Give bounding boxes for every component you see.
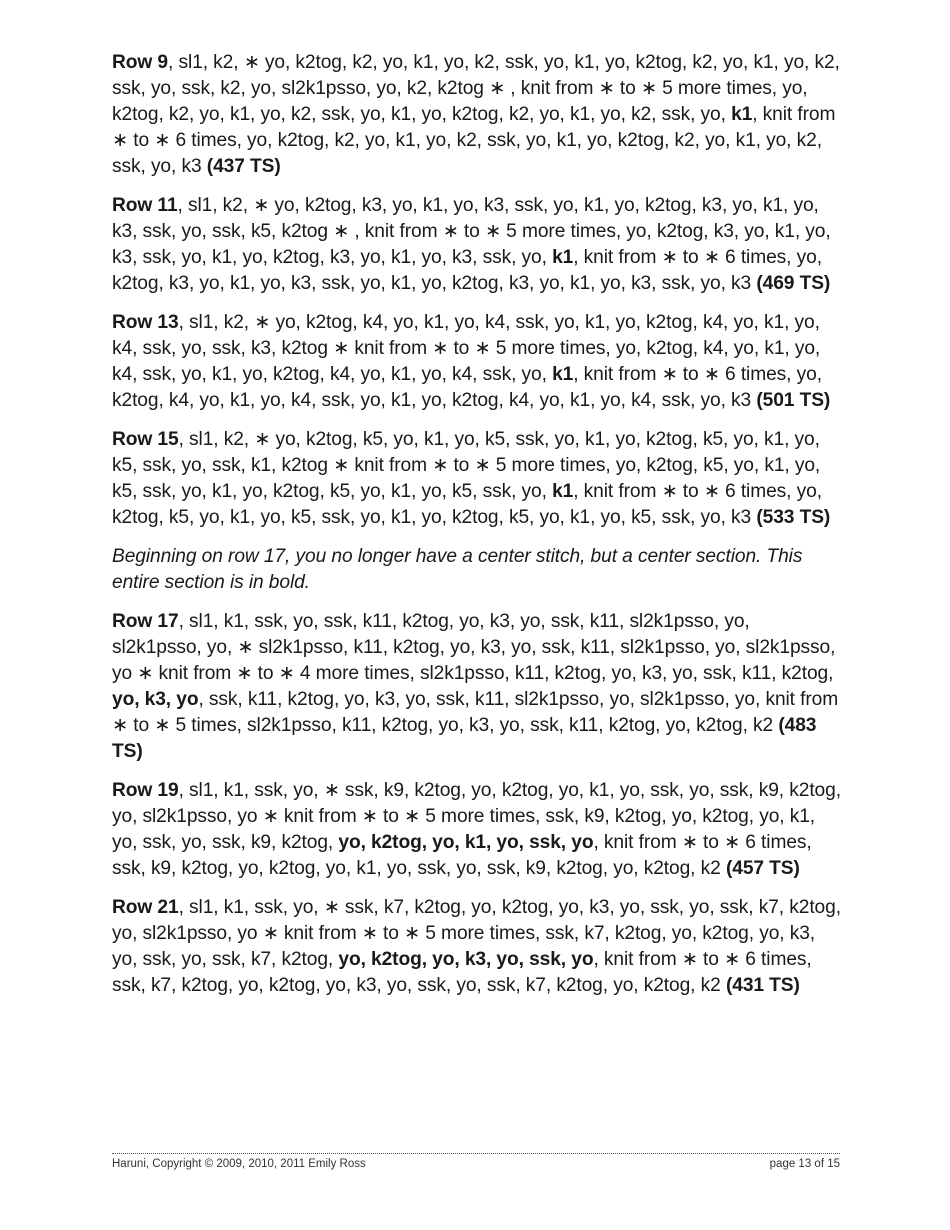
center-section-note: Beginning on row 17, you no longer have a center stitch, but a center section. This entire section is in bold. <box>112 546 803 593</box>
page-footer <box>112 1153 840 1170</box>
bold-text: Row 21 <box>112 897 179 918</box>
instruction-text: , knit from ∗ to ∗ 6 times, ssk, k7, k2tog, yo, k2tog, yo, k3, yo, ssk, yo, ssk, k7, k2tog, yo, k2tog, k2 <box>112 949 812 996</box>
bold-text: yo, k2tog, yo, k1, yo, ssk, yo <box>338 832 594 853</box>
instruction-text: , sl1, k1, ssk, yo, ssk, k11, k2tog, yo, k3, yo, ssk, k11, sl2k1psso, yo, sl2k1psso, yo, ∗ sl2k1psso, k11, k2tog, yo, k3, yo, ssk, k11, sl2k1psso, yo, sl2k1psso, yo ∗ knit from ∗ to ∗ 4 more times, sl2k1psso, k11, k2tog, yo, k3, yo, ssk, k11, k2tog, <box>112 611 836 684</box>
instruction-text: , knit from ∗ to ∗ 6 times, ssk, k9, k2tog, yo, k2tog, yo, k1, yo, ssk, yo, ssk, k9, k2tog, yo, k2tog, k2 <box>112 832 812 879</box>
bold-text: Row 13 <box>112 312 179 333</box>
bold-text: Row 11 <box>112 195 178 216</box>
bold-text: k1 <box>552 364 574 385</box>
bold-text: Row 17 <box>112 611 179 632</box>
pattern-row-13 <box>112 310 842 414</box>
instruction-text: , ssk, k11, k2tog, yo, k3, yo, ssk, k11, sl2k1psso, yo, sl2k1psso, yo, knit from ∗ to ∗ 5 times, sl2k1psso, k11, k2tog, yo, k3, yo, ssk, k11, k2tog, yo, k2tog, k2 <box>112 689 839 736</box>
bold-text: Row 9 <box>112 52 169 73</box>
pattern-row-11 <box>112 193 842 297</box>
bold-text: k1 <box>552 247 574 268</box>
instruction-text: , sl1, k1, ssk, yo, ∗ ssk, k7, k2tog, yo, k2tog, yo, k3, yo, ssk, yo, ssk, k7, k2tog, yo, sl2k1psso, yo ∗ knit from ∗ to ∗ 5 more times, ssk, k7, k2tog, yo, k2tog, yo, k3, yo, ssk, yo, ssk, k7, k2tog, <box>112 897 841 970</box>
bold-text: k1 <box>731 104 753 125</box>
pattern-row-17 <box>112 609 842 765</box>
footer-copyright: Haruni, Copyright © 2009, 2010, 2011 Emily Ross <box>112 1158 366 1170</box>
instruction-text: , sl1, k2, ∗ yo, k2tog, k4, yo, k1, yo, k4, ssk, yo, k1, yo, k2tog, k4, yo, k1, yo, k4, ssk, yo, ssk, k3, k2tog ∗ knit from ∗ to ∗ 5 more times, yo, k2tog, k4, yo, k1, yo, k4, ssk, yo, k1, yo, k2tog, k4, yo, k1, yo, k4, ssk, yo, <box>112 312 821 385</box>
bold-text: yo, k3, yo <box>112 689 199 710</box>
instruction-text: , sl1, k2, ∗ yo, k2tog, k5, yo, k1, yo, k5, ssk, yo, k1, yo, k2tog, k5, yo, k1, yo, k5, ssk, yo, ssk, k1, k2tog ∗ knit from ∗ to ∗ 5 more times, yo, k2tog, k5, yo, k1, yo, k5, ssk, yo, k1, yo, k2tog, k5, yo, k1, yo, k5, ssk, yo, <box>112 429 821 502</box>
pattern-row-9 <box>112 50 842 180</box>
bold-text: (469 TS) <box>756 273 831 294</box>
bold-text: (501 TS) <box>756 390 831 411</box>
bold-text: yo, k2tog, yo, k3, yo, ssk, yo <box>338 949 594 970</box>
instruction-text: , knit from ∗ to ∗ 6 times, yo, k2tog, k4, yo, k1, yo, k4, ssk, yo, k1, yo, k2tog, k4, yo, k1, yo, k4, ssk, yo, k3 <box>112 364 822 411</box>
bold-text: Row 19 <box>112 780 179 801</box>
bold-text: Row 15 <box>112 429 179 450</box>
instruction-text: , knit from ∗ to ∗ 6 times, yo, k2tog, k3, yo, k1, yo, k3, ssk, yo, k1, yo, k2tog, k3, yo, k1, yo, k3, ssk, yo, k3 <box>112 247 822 294</box>
footer-page-number: page 13 of 15 <box>769 1158 840 1170</box>
bold-text: (533 TS) <box>756 507 831 528</box>
bold-text: (457 TS) <box>725 858 800 879</box>
pattern-row-15 <box>112 427 842 531</box>
bold-text: (483 TS) <box>112 715 817 762</box>
pattern-rows-group-bold-section <box>112 609 842 999</box>
instruction-text: , knit from ∗ to ∗ 6 times, yo, k2tog, k2, yo, k1, yo, k2, ssk, yo, k1, yo, k2tog, k2, yo, k1, yo, k2, ssk, yo, k3 <box>112 104 836 177</box>
bold-text: (437 TS) <box>206 156 281 177</box>
bold-text: k1 <box>552 481 574 502</box>
instruction-text: , knit from ∗ to ∗ 6 times, yo, k2tog, k5, yo, k1, yo, k5, ssk, yo, k1, yo, k2tog, k5, yo, k1, yo, k5, ssk, yo, k3 <box>112 481 822 528</box>
instruction-text: , sl1, k1, ssk, yo, ∗ ssk, k9, k2tog, yo, k2tog, yo, k1, yo, ssk, yo, ssk, k9, k2tog, yo, sl2k1psso, yo ∗ knit from ∗ to ∗ 5 more times, ssk, k9, k2tog, yo, k2tog, yo, k1, yo, ssk, yo, ssk, k9, k2tog, <box>112 780 841 853</box>
pattern-rows-group <box>112 50 842 531</box>
instruction-text: , sl1, k2, ∗ yo, k2tog, k3, yo, k1, yo, k3, ssk, yo, k1, yo, k2tog, k3, yo, k1, yo, k3, ssk, yo, ssk, k5, k2tog ∗ , knit from ∗ to ∗ 5 more times, yo, k2tog, k3, yo, k1, yo, k3, ssk, yo, k1, yo, k2tog, k3, yo, k1, yo, k3, ssk, yo, <box>112 195 831 268</box>
pattern-row-21 <box>112 895 842 999</box>
bold-text: (431 TS) <box>725 975 800 996</box>
instruction-text: , sl1, k2, ∗ yo, k2tog, k2, yo, k1, yo, k2, ssk, yo, k1, yo, k2tog, k2, yo, k1, yo, k2, ssk, yo, ssk, k2, yo, sl2k1psso, yo, k2, k2tog ∗ , knit from ∗ to ∗ 5 more times, yo, k2tog, k2, yo, k1, yo, k2, ssk, yo, k1, yo, k2tog, k2, yo, k1, yo, k2, ssk, yo, <box>112 52 840 125</box>
pattern-content <box>112 50 842 1012</box>
pattern-row-19 <box>112 778 842 882</box>
